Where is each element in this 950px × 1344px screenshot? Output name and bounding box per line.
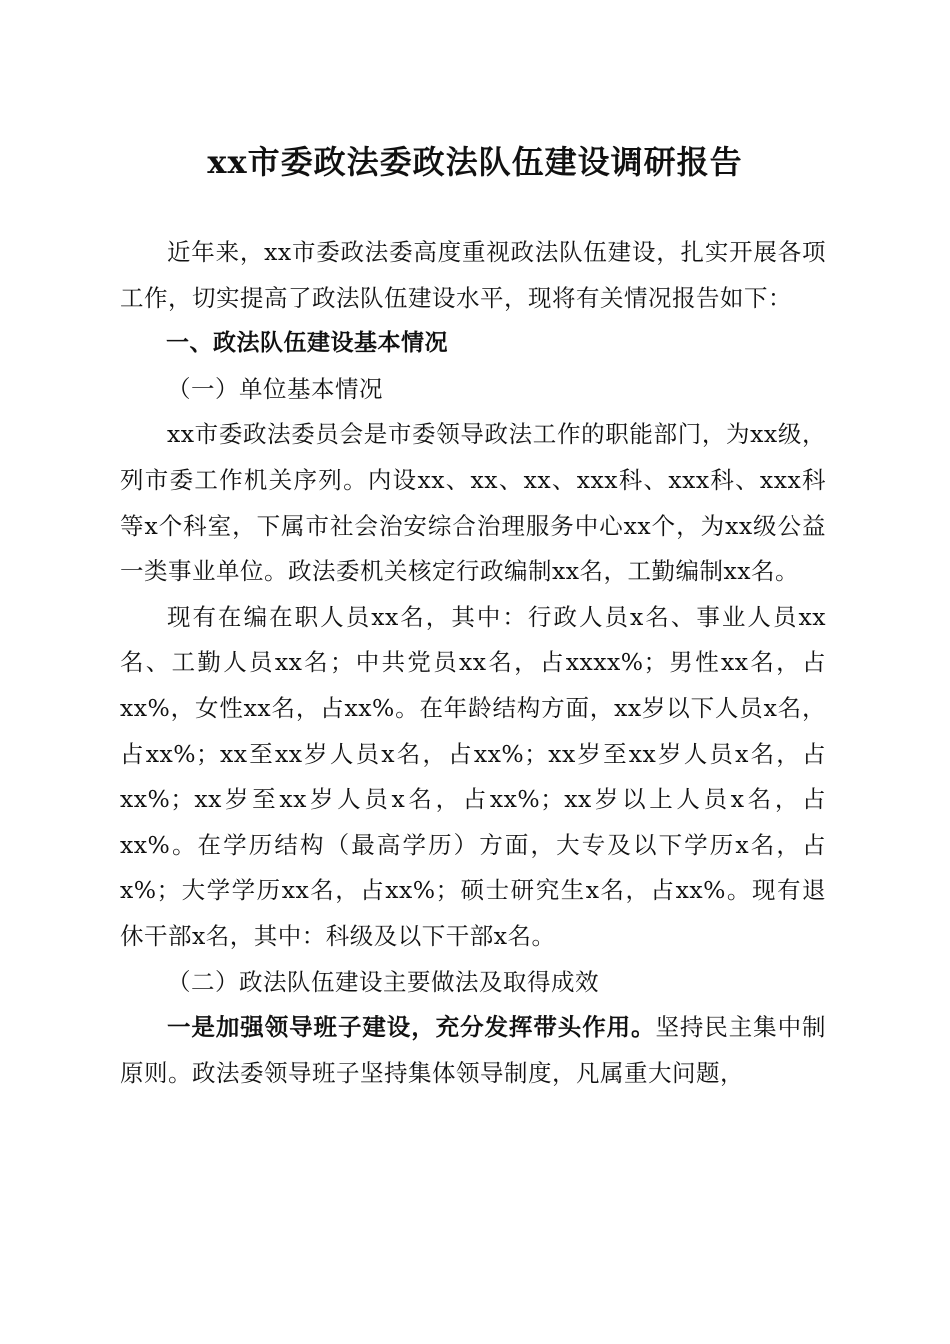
subsection-1-heading: （一）单位基本情况 <box>167 374 383 403</box>
leadership-paragraph <box>120 1005 826 1096</box>
unit-info-paragraph: xx市委政法委员会是市委领导政法工作的职能部门，为xx级，列市委工作机关序列。内设xx、xx、xx、xxx科、xxx科、xxx科等x个科室，下属市社会治安综合治理服务中心xx个，为xx级公益一类事业单位。政法委机关核定行政编制xx名，工勤编制xx名。 <box>120 420 826 586</box>
intro-paragraph: 近年来，xx市委政法委高度重视政法队伍建设，扎实开展各项工作，切实提高了政法队伍建设水平，现将有关情况报告如下： <box>120 238 826 312</box>
subsection-2-heading: （二）政法队伍建设主要做法及取得成效 <box>167 967 599 996</box>
section-1-heading: 一、政法队伍建设基本情况 <box>166 330 448 357</box>
leadership-paragraph-text: 坚持民主集中制原则。政法委领导班子坚持集体领导制度，凡属重大问题， <box>120 1013 827 1087</box>
document-body <box>120 230 826 1096</box>
staff-structure-paragraph: 现有在编在职人员xx名，其中：行政人员x名、事业人员xx名、工勤人员xx名；中共党员xx名，占xxxx%；男性xx名，占xx%，女性xx名，占xx%。在年龄结构方面，xx岁以下人员x名，占xx%；xx至xx岁人员x名，占xx%；xx岁至xx岁人员x名，占xx%；xx岁至xx岁人员x名，占xx%；xx岁以上人员x名，占xx%。在学历结构（最高学历）方面，大专及以下学历x名，占x%；大学学历xx名，占xx%；硕士研究生x名，占xx%。现有退休干部x名，其中：科级及以下干部x名。 <box>120 602 826 950</box>
leadership-lead-sentence: 一是加强领导班子建设，充分发挥带头作用。 <box>167 1013 656 1042</box>
document-title: xx市委政法委政法队伍建设调研报告 <box>207 143 743 181</box>
